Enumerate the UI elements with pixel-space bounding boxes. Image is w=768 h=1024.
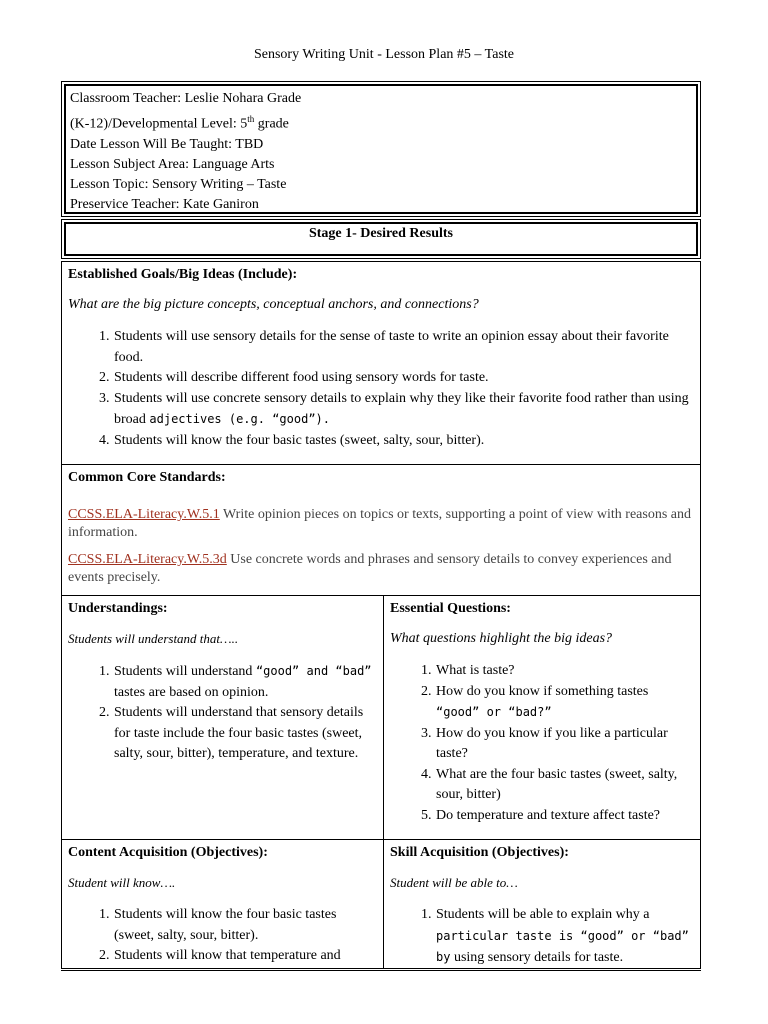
grade-line: (K-12)/Developmental Level: 5th grade [70, 114, 289, 132]
list-item: 4. What are the four basic tastes (sweet, salty, sour, bitter) [435, 765, 694, 806]
skill-prompt: Student will be able to… [390, 875, 518, 890]
list-item: 2. How do you know if something tastes “good” or “bad?” [435, 682, 694, 724]
essential-questions-section [383, 595, 701, 840]
list-item: 1. Students will use sensory details for the sense of taste to write an opinion essay about their favorite food. [113, 327, 694, 368]
lesson-info-box [61, 81, 701, 217]
stage-1-title: Stage 1- Desired Results [64, 222, 698, 256]
understandings-list [68, 661, 377, 765]
list-item: 1. What is taste? [435, 661, 694, 682]
teacher-line: Classroom Teacher: Leslie Nohara Grade [70, 91, 302, 106]
standard-w51: CCSS.ELA-Literacy.W.5.1 Write opinion pieces on topics or texts, supporting a point of view with reasons and information. [68, 507, 691, 540]
topic-line: Lesson Topic: Sensory Writing – Taste [70, 176, 287, 192]
preservice-line: Preservice Teacher: Kate Ganiron [70, 196, 259, 212]
list-item: 1. Students will be able to explain why a particular taste is “good” or “bad” by using sensory details for taste. [435, 905, 694, 969]
list-item: 2. Students will know that temperature and [113, 946, 377, 967]
list-item: 2. Students will describe different food using sensory words for taste. [113, 368, 694, 389]
list-item: 3. Students will use concrete sensory details to explain why they like their favorite food rather than using broad adjectives (e.g. “good”). [113, 389, 694, 431]
questions-prompt: What questions highlight the big ideas? [390, 631, 613, 646]
list-item: 4. Students will know the four basic tastes (sweet, salty, sour, bitter). [113, 431, 694, 452]
standard-link[interactable]: CCSS.ELA-Literacy.W.5.1 [68, 507, 220, 522]
questions-heading: Essential Questions: [390, 601, 511, 616]
understandings-heading: Understandings: [68, 601, 168, 616]
standards-heading: Common Core Standards: [68, 470, 226, 485]
standard-w53d: CCSS.ELA-Literacy.W.5.3d Use concrete words and phrases and sensory details to convey experiences and events precisely. [68, 552, 672, 585]
list-item: 5. Do temperature and texture affect taste? [435, 806, 694, 827]
goals-heading: Established Goals/Big Ideas (Include): [68, 267, 298, 282]
content-prompt: Student will know…. [68, 875, 176, 890]
content-heading: Content Acquisition (Objectives): [68, 845, 268, 860]
stage-1-header [61, 219, 701, 259]
skill-acquisition-section [383, 839, 701, 969]
goals-prompt: What are the big picture concepts, conceptual anchors, and connections? [68, 297, 479, 312]
skill-heading: Skill Acquisition (Objectives): [390, 845, 569, 860]
page-bottom-rule [61, 968, 701, 971]
goals-section [61, 261, 701, 465]
standard-link[interactable]: CCSS.ELA-Literacy.W.5.3d [68, 552, 227, 567]
standards-section [61, 464, 701, 596]
understandings-prompt: Students will understand that….. [68, 631, 239, 646]
list-item: 3. How do you know if you like a particular taste? [435, 724, 694, 765]
subject-line: Lesson Subject Area: Language Arts [70, 156, 275, 172]
list-item: 1. Students will understand “good” and “bad” tastes are based on opinion. [113, 661, 377, 703]
list-item: 1. Students will know the four basic tastes (sweet, salty, sour, bitter). [113, 905, 377, 946]
list-item: 2. Students will understand that sensory details for taste include the four basic tastes (sweet, salty, sour, bitter), temperature, and texture. [113, 703, 377, 765]
page-title: Sensory Writing Unit - Lesson Plan #5 – Taste [253, 47, 515, 62]
understandings-section [61, 595, 384, 840]
content-acquisition-section [61, 839, 384, 969]
skill-list [390, 905, 694, 969]
date-line: Date Lesson Will Be Taught: TBD [70, 136, 264, 152]
content-list [68, 905, 377, 967]
questions-list [390, 661, 694, 826]
goals-list [68, 327, 694, 451]
